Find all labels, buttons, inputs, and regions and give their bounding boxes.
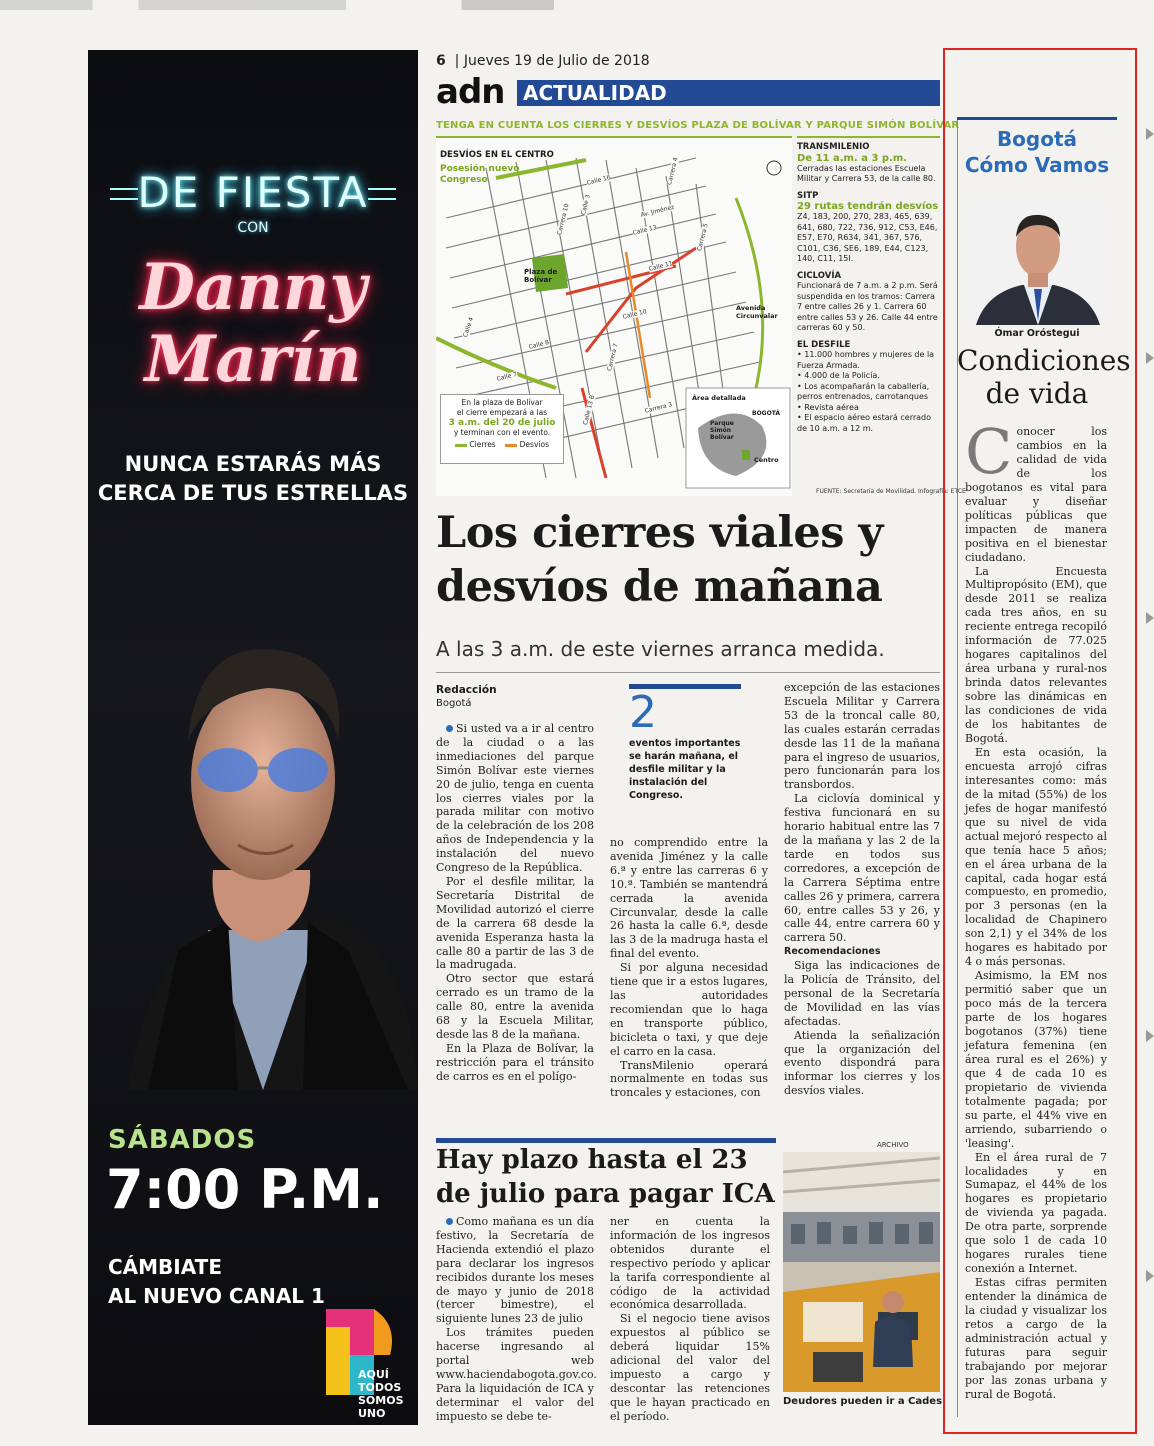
- ad-tagline: [88, 450, 418, 508]
- map-source: FUENTE: Secretaría de Movilidad. Infografía: ETCE: [816, 488, 966, 495]
- page-edge-arrow: [1146, 128, 1154, 140]
- side-text: Funcionará de 7 a.m. a 2 p.m. Será suspendida en los tramos: Carrera 7 entre calles 26 y 1. Carrera 60 entre calles 53 y 26. Calle 44 entre carreras 60 y 50.: [797, 281, 938, 332]
- paragraph: Si el negocio tiene avisos expuestos al público se deberá liquidar 15% adicional del valor del impuesto a cargo y descontar las retenciones que le hayan practicado en el período.: [610, 1312, 770, 1423]
- byline: [436, 684, 497, 710]
- page-edge-arrow: [1146, 1270, 1154, 1282]
- ad-headline: DE FIESTA: [137, 168, 369, 217]
- column-author: Ómar Oróstegui: [994, 328, 1080, 339]
- map-street-label: Calle 3: [580, 193, 592, 216]
- ica-col-1: [436, 1215, 597, 1424]
- main-col-3: [784, 681, 940, 1098]
- page-edge-arrow: [1146, 352, 1154, 364]
- map-label-avenida: Avenida Circunvalar: [736, 304, 778, 320]
- side-title: CICLOVÍA: [797, 270, 842, 281]
- legend-swatch-desvios: [505, 444, 517, 447]
- side-item-text: Los acompañarán la caballería, perros entrenados, carrotanques: [797, 381, 930, 401]
- stat-number: 2: [629, 687, 657, 738]
- map-street-label: Calle 8: [528, 339, 550, 351]
- section-bar: ACTUALIDAD: [517, 80, 940, 106]
- map-street-label: Calle 16: [586, 174, 612, 187]
- ad-time: 7:00 P.M.: [106, 1158, 384, 1221]
- map-street-label: Calle 11: [648, 260, 674, 273]
- main-col-1: [436, 722, 594, 1084]
- page-top-strip: [0, 0, 1154, 10]
- paragraph: Si por alguna necesidad tiene que ir a estos lugares, las autoridades recomiendan que lo haga en transporte público, bicicleta o taxi, y que deje el carro en la casa.: [610, 961, 768, 1058]
- paragraph: En el área rural de 7 localidades y en Sumapaz, el 44% de los hogares es propietario de vivienda ya pagada. De otra parte, sorprende que solo 1 de cada 10 hogares rurales tiene conexión a Internet.: [965, 1150, 1107, 1276]
- map-street-label: Calle 10: [622, 308, 648, 321]
- map-box-sub: Posesión nuevo Congreso: [440, 164, 520, 185]
- legend-cierres: Cierres: [469, 440, 496, 449]
- paragraph: ner en cuenta la información de los ingresos obtenidos durante el respectivo período y aplicar la tarifa correspondiente al código de la actividad económica desarrollada.: [610, 1215, 770, 1312]
- paragraph: Los trámites pueden hacerse ingresando al portal web www.haciendabogota.gov.co. Para la liquidación de ICA y determinar el valor del impuesto se debe te-: [436, 1326, 597, 1423]
- map-label-plaza: Plaza de Bolívar: [524, 268, 558, 284]
- brand-logo: adn: [436, 72, 505, 112]
- paragraph: Por el desfile militar, la Secretaría Distrital de Movilidad autorizó el cierre de la carrera 68 desde la avenida Esperanza hasta la calle 80 a partir de las 3 de la madrugada.: [436, 874, 594, 972]
- column-topline: [957, 117, 1117, 120]
- divider: [436, 672, 940, 673]
- paragraph: Otro sector que estará cerrado es un tramo de la calle 80, entre la avenida 68 y la Escuela Militar, desde las 8 de la mañana.: [436, 972, 594, 1041]
- map-note-highlight: 3 a.m. del 20 de julio: [448, 418, 556, 428]
- paragraph: Asimismo, la EM nos permitió saber que un poco más de la tercera parte de los hogares bogotanos (37%) tiene jefatura femenina (en área rural es el 26%) y que 4 de cada 10 es propietario de vivienda totalmente pagada; por su parte, el 44% vive en arriendo, subarriendo o 'leasing'.: [965, 969, 1107, 1150]
- paragraph: excepción de las estaciones Escuela Militar y Carrera 53 de la troncal calle 80, las cuales estarán cerradas desde las 11 de la mañana para el ingreso de usuarios, pero funcionarán para los transbordos.: [784, 681, 940, 792]
- page-header-date: 6 | Jueves 19 de Julio de 2018: [436, 53, 650, 69]
- byline-author: Redacción: [436, 684, 497, 696]
- ad-slogan-word: SOMOS: [358, 1394, 404, 1407]
- map-box-title: DESVÍOS EN EL CENTRO: [440, 150, 554, 160]
- map-legend: [444, 440, 560, 450]
- ad-cta-line1: CÁMBIATE: [108, 1255, 222, 1279]
- stat-box: [629, 684, 741, 802]
- main-headline: Los cierres viales y desvíos de mañana: [436, 508, 883, 612]
- map-street-label: Carrera 5: [696, 222, 710, 252]
- paragraph: En esta ocasión, la encuesta arrojó cifras interesantes como: más de la mitad (55%) de los jefes de hogar manifestó que su nivel de vida actual mejoró respecto al que tenía hace 5 años; en el área urbana de la capital, cada hogar está compuesto, en promedio, por 3 personas (en la localidad de Chapinero son 2,1) y el 34% de los hogares es habitado por 4 o más personas.: [965, 745, 1107, 969]
- bullet-icon: [446, 1218, 453, 1225]
- main-subtitle: A las 3 a.m. de este viernes arranca medida.: [436, 637, 885, 661]
- map-street-label: Calle 13: [632, 224, 658, 237]
- column-brand-line: Cómo Vamos: [964, 153, 1110, 177]
- column-body: [965, 415, 1107, 1402]
- map-label-centro: Centro: [754, 456, 779, 464]
- map-street-label: Calle 13 B: [582, 394, 597, 426]
- map-street-label: Calle 7: [496, 371, 518, 383]
- main-col-2: [610, 836, 768, 1100]
- side-item-text: El espacio aéreo estará cerrado de 10 a.m. a 12 m.: [797, 413, 932, 433]
- map-label-parque: Parque Simón Bolívar: [710, 420, 734, 441]
- author-photo: [966, 197, 1109, 325]
- map-street-label: Carrera 3: [644, 401, 673, 415]
- map-note-line: y terminan con el evento.: [453, 428, 551, 437]
- paragraph-text: Si usted va a ir al centro de la ciudad o a las inmediaciones del parque Simón Bolívar este viernes 20 de julio, tenga en cuenta los cierres viales por la parada militar con motivo de la celebración de los 208 años de Independencia y la instalación del nuevo Congreso de la República.: [436, 722, 594, 875]
- paragraph-text: onocer los cambios en la calidad de vida de los bogotanos es vital para evaluar y diseñar políticas públicas que impacten de manera positiva en el bienestar ciudadano.: [965, 425, 1107, 564]
- paragraph: [965, 415, 1107, 565]
- side-item-text: 4.000 de la Policía.: [804, 371, 880, 380]
- side-item: • El espacio aéreo estará cerrado de 10 a.m. a 12 m.: [797, 413, 932, 433]
- paragraph: La Encuesta Multipropósito (EM), que desde 2011 se realiza cada tres años, en su reciente entrega recopiló información de 77.025 hogares capitalinos del área urbana y rural-nos brinda datos relevantes sobre las dinámicas en las condiciones de vida de los habitantes de Bogotá.: [965, 564, 1107, 745]
- side-item-text: 11.000 hombres y mujeres de la Fuerza Armada.: [797, 350, 935, 370]
- column-brand-line: Bogotá: [996, 127, 1078, 151]
- paragraph: Atienda la señalización que la organización del evento dispondrá para informar los cierres y los desvíos viales.: [784, 1028, 940, 1098]
- column-headline-line: de vida: [985, 377, 1089, 410]
- page-edge-arrow: [1146, 612, 1154, 624]
- side-item: • Los acompañarán la caballería, perros entrenados, carrotanques: [797, 381, 930, 401]
- ad-slogan-word: AQUÍ: [358, 1368, 389, 1381]
- legend-desvios: Desvíos: [519, 440, 549, 449]
- side-item-text: Revista aérea: [804, 402, 859, 412]
- legend-swatch-cierres: [455, 444, 467, 447]
- ad-tagline-line1: NUNCA ESTARÁS MÁS: [124, 452, 382, 476]
- side-item: • 4.000 de la Policía.: [797, 371, 880, 380]
- issue-date: Jueves 19 de Julio de 2018: [463, 53, 650, 69]
- ica-headline: Hay plazo hasta el 23 de julio para pagar ICA: [436, 1145, 775, 1209]
- paragraph: Estas cifras permiten entender la dinámica de la ciudad y visualizar los retos a cargo de la administración actual y futuras para seguir trabajando por mejorar por las zonas urbana y rural de Bogotá.: [965, 1276, 1107, 1401]
- map-note-line: En la plaza de Bolívar: [461, 398, 543, 407]
- column-headline: [957, 344, 1131, 410]
- paragraph: TransMilenio operará normalmente en todas sus troncales y estaciones, con: [610, 1058, 768, 1100]
- ad-day: SÁBADOS: [108, 1125, 257, 1155]
- map-label-bogota: BOGOTÁ: [752, 410, 780, 417]
- map-sidebar: [797, 136, 940, 494]
- ad-artist-last: Marín: [144, 322, 362, 397]
- ad-artist-first: Danny: [139, 250, 367, 325]
- paragraph: La ciclovía dominical y festiva funcionará en su horario habitual entre las 7 de la mañana y las 2 de la tarde en todos sus corredores, a excepción de la Carrera Séptima entre calles 26 y primera, carrera 60, entre calles 53 y 26, y calle 44, entre carrera 60 y carrera 50.: [784, 792, 940, 945]
- ad-slogan-word: UNO: [358, 1407, 386, 1420]
- map-street-label: Carrera 4: [666, 156, 680, 186]
- ad-tagline-line2: CERCA DE TUS ESTRELLAS: [97, 481, 409, 505]
- paragraph: [436, 1215, 594, 1326]
- map-label-area: Área detallada: [692, 394, 746, 402]
- side-text: Z4, 183, 200, 270, 283, 465, 639, 641, 680, 722, 736, 912, C53, E46, E57, E70, R634, 341, 367, 576, C101, C36, SE6, 189, E44, C123, 140, C11, 15I.: [797, 212, 938, 263]
- map-note: [440, 394, 564, 464]
- map-infographic: [436, 136, 792, 494]
- artist-photo: [88, 570, 418, 1090]
- side-title: TRANSMILENIO: [797, 142, 870, 152]
- stat-text: eventos importantes se harán mañana, el desfile militar y la instalación del Congreso.: [629, 738, 741, 801]
- ad-cta: [108, 1253, 325, 1311]
- ad-cta-line2: AL NUEVO CANAL 1: [108, 1284, 325, 1308]
- subheading: Recomendaciones: [784, 946, 881, 958]
- paragraph: Siga las indicaciones de la Policía de Tránsito, del personal de la Secretaría de Movilidad en las vías afectadas.: [784, 959, 940, 1028]
- side-title: SITP: [797, 190, 819, 201]
- paragraph: no comprendido entre la avenida Jiménez y la calle 6.ª y entre las carreras 6 y 10.ª. También se mantendrá cerrada la avenida Circunvalar, desde la calle 26 hasta la calle 6.ª, desde las 3 de la madruga hasta el final del evento.: [610, 836, 768, 961]
- photo-caption: Deudores pueden ir a Cades.: [783, 1396, 946, 1407]
- bullet-icon: [446, 725, 453, 732]
- byline-city: Bogotá: [436, 698, 472, 709]
- side-text: Cerradas las estaciones Escuela Militar y Carrera 53, de la calle 80.: [797, 163, 936, 183]
- side-highlight: 29 rutas tendrán desvíos: [797, 201, 939, 212]
- map-street-label: Calle 4: [462, 316, 476, 339]
- page-edge-arrow: [1146, 1030, 1154, 1042]
- ica-col-2: [610, 1215, 770, 1424]
- column-headline-line: Condiciones: [957, 344, 1131, 377]
- ad-slogan-word: TODOS: [358, 1381, 402, 1394]
- office-photo: [783, 1152, 940, 1392]
- page-number: 6: [436, 53, 446, 69]
- map-street-label: Carrera 7: [606, 342, 620, 372]
- paragraph: En la Plaza de Bolívar, la restricción para el tránsito de carros es en el polígo-: [436, 1041, 594, 1083]
- drop-cap: C: [965, 415, 1013, 488]
- map-street-label: Carrera 10: [556, 202, 571, 236]
- photo-credit: ARCHIVO: [877, 1141, 909, 1149]
- side-title: EL DESFILE: [797, 339, 851, 350]
- map-headline: TENGA EN CUENTA LOS CIERRES Y DESVÍOS PLAZA DE BOLÍVAR Y PARQUE SIMÓN BOLÍVAR: [436, 120, 960, 131]
- map-street-label: Av. Jiménez: [640, 203, 675, 219]
- paragraph-text: Como mañana es un día festivo, la Secretaría de Hacienda extendió el plazo para declarar los ingresos recibidos durante los meses de mayo y junio de 2018 (tercer bimestre), el siguiente lunes 23 de julio: [436, 1215, 594, 1326]
- side-item: • Revista aérea: [797, 402, 859, 412]
- paragraph: [436, 722, 594, 875]
- ad-con: CON: [237, 220, 269, 236]
- map-note-line: el cierre empezará a las: [456, 408, 548, 417]
- side-highlight: De 11 a.m. a 3 p.m.: [797, 152, 908, 164]
- ad-slogan: [358, 1368, 404, 1420]
- column-brand: [957, 126, 1117, 178]
- side-item: • 11.000 hombres y mujeres de la Fuerza Armada.: [797, 350, 935, 370]
- tv-advert: [88, 50, 418, 1425]
